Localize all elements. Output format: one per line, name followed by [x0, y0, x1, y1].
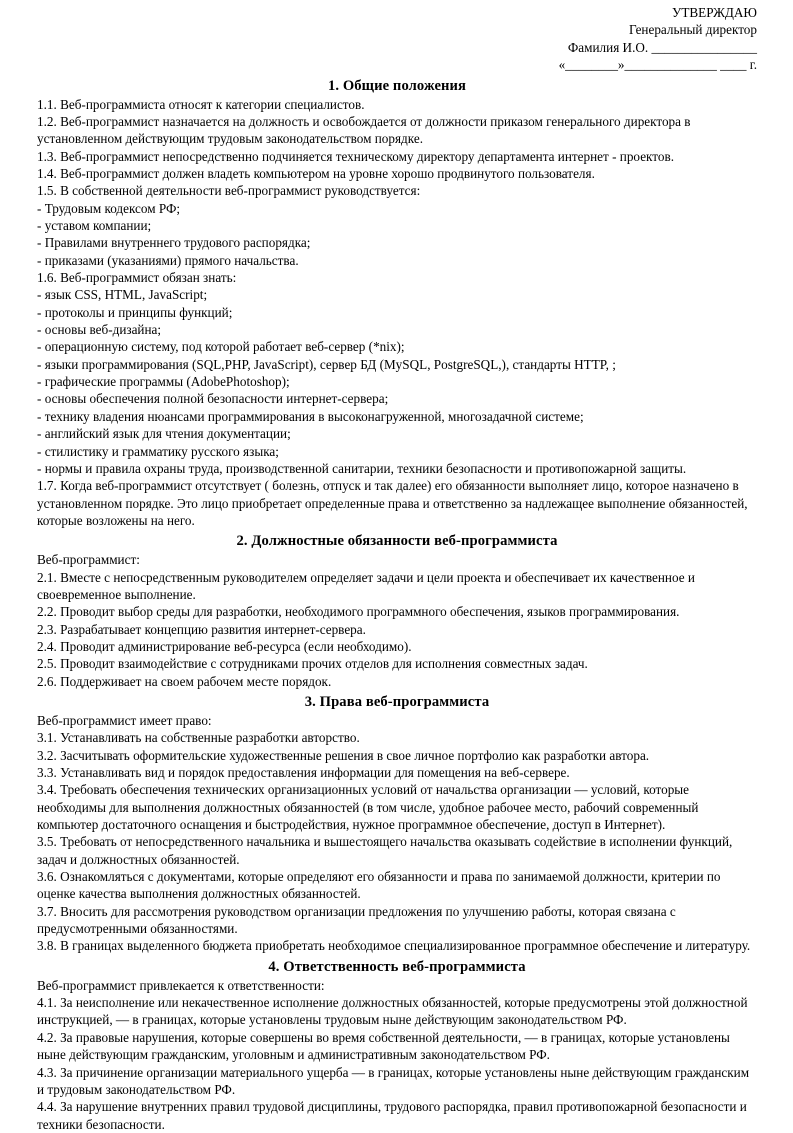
paragraph: 4.4. За нарушение внутренних правил трудовой дисциплины, трудового распорядка, правил противопожарной безопасности и техники безопасности. — [37, 1099, 747, 1132]
list-item: - основы веб-дизайна; — [37, 322, 162, 338]
list-item: - язык CSS, HTML, JavaScript; — [37, 287, 208, 303]
list-item: - Трудовым кодексом РФ; — [37, 200, 181, 216]
paragraph: 3.6. Ознакомляться с документами, которые определяют его обязанности и права по занимаемой должности, критерии по оценке качества выполнения должностных обязанностей. — [37, 869, 721, 902]
paragraph: 3.3. Устанавливать вид и порядок предоставления информации для помещения на веб-сервере. — [37, 765, 570, 780]
list-item: - английский язык для чтения документации; — [37, 426, 291, 442]
paragraph: 3.4. Требовать обеспечения технических организационных условий от начальства организации — условий, которые необходимы для выполнения должностных обязанностей (в том числе, удобное рабочее место, рабочий современный компьютер достаточного оснащения и быстродействия, нужное программное обеспечение, доступ в Интернет). — [37, 782, 699, 833]
list-item: - операционную систему, под которой работает веб-сервер (*nix); — [37, 339, 405, 355]
paragraph: 1.1. Веб-программиста относят к категории специалистов. — [37, 96, 365, 112]
section-body-2 — [37, 551, 757, 690]
paragraph: 1.5. В собственной деятельности веб-программист руководствуется: — [37, 183, 421, 199]
paragraph: 1.4. Веб-программист должен владеть компьютером на уровне хорошо продвинутого пользователя. — [37, 166, 595, 181]
section-body-4 — [37, 977, 757, 1133]
paragraph: 3.7. Вносить для рассмотрения руководством организации предложения по улучшению работы, которая связана с предусмотренными обязанностями. — [37, 903, 676, 937]
list-item: - уставом компании; — [37, 218, 152, 234]
paragraph: Веб-программист привлекается к ответственности: — [37, 977, 325, 993]
paragraph: 2.3. Разрабатывает концепцию развития интернет-сервера. — [37, 621, 366, 637]
paragraph: 1.2. Веб-программист назначается на должность и освобождается от должности приказом генерального директора в установленном действующим трудовым законодательством порядке. — [37, 113, 691, 147]
paragraph: 2.4. Проводит администрирование веб-ресурса (если необходимо). — [37, 638, 412, 654]
paragraph: 2.2. Проводит выбор среды для разработки, необходимого программного обеспечения, языков программирования. — [37, 604, 680, 620]
paragraph: 4.2. За правовые нарушения, которые совершены во время собственной деятельности, — в границах, которые установлены ныне действующим гражданским, уголовным и административным законодательством РФ. — [37, 1029, 730, 1063]
approval-block — [0, 0, 793, 74]
paragraph: 2.6. Поддерживает на своем рабочем месте порядок. — [37, 673, 332, 689]
section-body-1 — [37, 96, 757, 530]
list-item: - основы обеспечения полной безопасности интернет-сервера; — [37, 391, 389, 407]
list-item: - протоколы и принципы функций; — [37, 304, 233, 320]
paragraph: 4.1. За неисполнение или некачественное исполнение должностных обязанностей, которые предусмотрены этой должностной инструкцией, — в границах, которые установлены трудовым ныне действующим законодательством РФ. — [37, 995, 748, 1028]
paragraph: 1.6. Веб-программист обязан знать: — [37, 270, 237, 286]
paragraph: 2.5. Проводит взаимодействие с сотрудниками прочих отделов для исполнения совместных задач. — [37, 656, 588, 672]
paragraph: 3.8. В границах выделенного бюджета приобретать необходимое специализированное программное обеспечение и литературу. — [37, 938, 751, 954]
list-item: - технику владения нюансами программирования в высоконагруженной, многозадачной системе; — [37, 408, 584, 424]
paragraph: Веб-программист имеет право: — [37, 712, 212, 728]
approval-line-date-field: «________»______________ ____ г. — [558, 57, 757, 73]
list-item: - стилистику и грамматику русского языка; — [37, 443, 279, 459]
section-heading-1: 1. Общие положения — [327, 77, 467, 94]
list-item: - нормы и правила охраны труда, производственной санитарии, техники безопасности и противопожарной защиты. — [37, 460, 687, 476]
paragraph: 4.3. За причинение организации материального ущерба — в границах, которые установлены ныне действующим гражданским и трудовым законодательством РФ. — [37, 1064, 750, 1097]
list-item: - приказами (указаниями) прямого начальства. — [37, 252, 299, 268]
paragraph: 3.2. Засчитывать оформительские художественные решения в свое личное портфолио как разработки автора. — [37, 747, 650, 763]
approval-line-director-title: Генеральный директор — [628, 22, 757, 38]
paragraph: Веб-программист: — [37, 552, 140, 568]
document-body — [37, 77, 757, 1133]
paragraph: 3.1. Устанавливать на собственные разработки авторство. — [37, 730, 360, 746]
section-heading-3: 3. Права веб-программиста — [304, 693, 490, 710]
paragraph: 1.7. Когда веб-программист отсутствует ( болезнь, отпуск и так далее) его обязанности выполняет лицо, которое назначено в установленном порядке. Это лицо приобретает определенные права и ответственно за надлежащее выполнение обязанностей, которые возложены на него. — [37, 478, 748, 528]
section-heading-4: 4. Ответственность веб-программиста — [268, 958, 526, 975]
approval-line-name-field: Фамилия И.О. ________________ — [567, 39, 757, 55]
paragraph: 1.3. Веб-программист непосредственно подчиняется техническому директору департамента интернет - проектов. — [37, 148, 674, 164]
paragraph: 2.1. Вместе с непосредственным руководителем определяет задачи и цели проекта и обеспечивает их качественное и своевременное выполнение. — [37, 569, 695, 602]
approval-line-utverzhdayu: УТВЕРЖДАЮ — [671, 5, 757, 20]
paragraph: 3.5. Требовать от непосредственного начальника и вышестоящего начальства оказывать содействие в исполнении функций, задач и должностных обязанностей. — [37, 834, 733, 867]
list-item: - языки программирования (SQL,PHP, JavaScript), сервер БД (MySQL, PostgreSQL,), стандарты HTTP, ; — [37, 356, 616, 372]
list-item: - Правилами внутреннего трудового распорядка; — [37, 235, 311, 251]
section-heading-2: 2. Должностные обязанности веб-программиста — [236, 533, 558, 550]
section-body-3 — [37, 712, 757, 955]
list-item: - графические программы (AdobePhotoshop); — [37, 374, 290, 390]
